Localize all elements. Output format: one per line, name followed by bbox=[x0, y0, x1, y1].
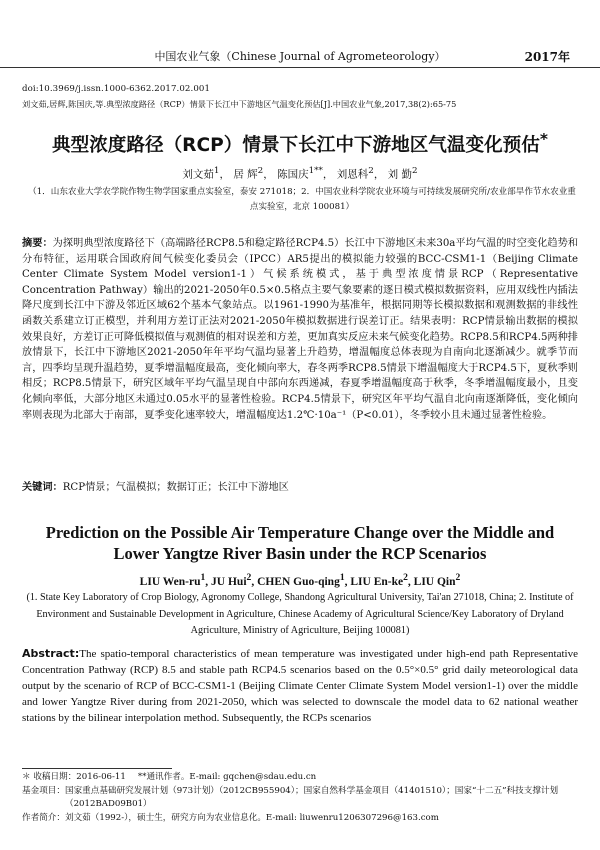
fund-text: 国家重点基础研究发展计划（973计划）（2012CB955904）；国家自然科学基金项目（41401510）；国家“十二五”科技支撑计划（2012BAD09B01） bbox=[64, 785, 559, 810]
author-sup: 2 bbox=[257, 166, 264, 176]
chinese-title-text: 典型浓度路径（RCP）情景下长江中下游地区气温变化预估 bbox=[52, 135, 540, 157]
author: 刘文茹 bbox=[182, 168, 214, 181]
abstract-label: 摘要： bbox=[22, 238, 53, 249]
bio-row bbox=[22, 812, 582, 826]
author: 刘恩科 bbox=[336, 168, 369, 181]
chinese-title bbox=[20, 130, 580, 157]
footnotes bbox=[22, 771, 582, 825]
author: LIU Wen-ru bbox=[139, 575, 201, 588]
journal-year: 2017年 bbox=[524, 50, 570, 64]
author: LIU En-ke bbox=[350, 575, 404, 588]
bio-label: 作者简介： bbox=[22, 812, 65, 823]
chinese-affiliation: （1．山东农业大学农学院作物生物学国家重点实验室，泰安 271018；2．中国农业科学院农业环境与可持续发展研究所/农业部旱作节水农业重点实验室，北京 100081） bbox=[28, 187, 576, 212]
fund-label: 基金项目： bbox=[22, 785, 65, 796]
keywords-label: 关键词： bbox=[22, 482, 63, 493]
fund-row bbox=[22, 785, 582, 812]
title-footnote-mark: * bbox=[539, 130, 548, 148]
abstract-text: The spatio-temporal characteristics of mean temperature was investigated under high-end path Representative Concentration Pathway (RCP) 8.5 and stable path RCP4.5 scenarios based on the 0.5°×0.5° grid daily meteorological data output by the scenario of RCP of BCC-CSM1-1 (Beijing Climate Center Climate System Model version1-1) over the middle and lower Yangtze River during from 2021-2050, which was selected to downscale the model data to 62 national weather stations by the bilinear interpolation method. Subsequently, the RCPs scenarios bbox=[22, 648, 578, 725]
keywords-text: RCP情景；气温模拟；数据订正；长江中下游地区 bbox=[62, 482, 289, 493]
author: 陈国庆 bbox=[277, 168, 309, 181]
running-header bbox=[0, 47, 600, 68]
chinese-authors: 刘文茹$^1$， 居 辉$^2$， 陈国庆$^{1**}$， 刘恩科$^2$， 刘 勤$^2$ bbox=[182, 166, 418, 181]
author: JU Hui bbox=[211, 575, 247, 588]
english-affiliation: (1. State Key Laboratory of Crop Biology, Agronomy College, Shandong Agricultural University, Tai'an 271018, China; 2. Institute of Environment and Sustainable Development in Agriculture, Chinese Academy of Agricultural Science/Key Laboratory of Dryland Agriculture, Ministry of Agriculture, Beijing 100081) bbox=[26, 592, 574, 636]
abstract-text: 为探明典型浓度路径下（高端路径RCP8.5和稳定路径RCP4.5）长江中下游地区未来30a平均气温的时空变化趋势和分布特征，运用联合国政府间气候变化委员会（IPCC）AR5提出的模拟能力较强的BCC-CSM1-1（Beijing Climate Center Climate System Model version1-1）气候系统模式，基于典型浓度情景RCP（Representative Concentration Pathway）输出的2021-2050年0.5×0.5格点主要气象要素的逐日模式模拟数据资料，应用双线性内插法降尺度到长江中下游及邻近区域62个基本气象站点。以1961-1990为基准年，根据同期等长模拟数据和观测数据的非线性函数关系建立订正模型，并利用方差订正法对2021-2050年模拟数据进行误差订正。结果表明：RCP情景输出数据的模拟效果良好，方差订正可降低模拟值与观测值的相对误差和方差，更加真实反应未来气候变化趋势。RCP8.5和RCP4.5两种排放情景下，长江中下游地区2021-2050年年平均气温均显著上升趋势，增温幅度总体表现为自南向北逐渐减少。就季节而言，四季均呈现升温趋势，夏季增温幅度最高，变化倾向率大，春冬两季RCP8.5情景下增温幅度大于RCP4.5下，夏秋季则相反；RCP8.5情景下，研究区域年平均气温呈现自中部向东西递减，春夏季增温幅度高于秋季，冬季增温幅度最小，且变化倾向率低，大部分地区未通过0.05水平的显著性检验。RCP4.5情景下，研究区年平均气温自北向南逐渐降低，变化倾向率则表现为北部大于南部，夏季变化速率较大，增温幅度达1.2℃·10a⁻¹（P<0.01），冬季较小且未通过显著性检验。 bbox=[22, 238, 579, 421]
chinese-keywords bbox=[22, 478, 578, 493]
received-row bbox=[22, 771, 582, 785]
author-sup: 1** bbox=[308, 166, 323, 176]
received-label: ＊ 收稿日期： bbox=[22, 772, 77, 782]
author-sup: 2 bbox=[455, 572, 461, 583]
abstract-label: Abstract: bbox=[22, 647, 80, 660]
author-sup: 2 bbox=[412, 166, 418, 176]
author: CHEN Guo-qing bbox=[257, 575, 340, 588]
english-authors: LIU Wen-$ru^1$, JU Hui$^2$, CHEN Guo-qing$^1$, LIU $En-ke^2$, LIU Qin$^2$ bbox=[139, 572, 461, 588]
received-date: 2016-06-11 bbox=[76, 772, 126, 782]
author-sup: 1 bbox=[339, 572, 345, 583]
citation-line: 刘文茹,居辉,陈国庆,等.典型浓度路径（RCP）情景下长江中下游地区气温变化预估[J].中国农业气象,2017,38(2):65-75 bbox=[22, 99, 457, 109]
author: 居 辉 bbox=[233, 168, 258, 181]
author-sup: 1 bbox=[200, 572, 206, 583]
author-sup: 2 bbox=[403, 572, 408, 583]
doi-line[interactable]: doi:10.3969/j.issn.1000-6362.2017.02.001 bbox=[22, 84, 211, 94]
author-sup: 2 bbox=[246, 572, 252, 583]
english-abstract bbox=[22, 646, 578, 726]
journal-name: 中国农业气象（Chinese Journal of Agrometeorology） bbox=[154, 50, 446, 63]
author-sup: 2 bbox=[368, 166, 374, 176]
footnote-divider bbox=[22, 768, 172, 769]
author-sup: 1 bbox=[213, 166, 220, 176]
chinese-abstract bbox=[22, 236, 578, 423]
english-title: Prediction on the Possible Air Temperature Change over the Middle and Lower Yangtze River Basin under the RCP Scenarios bbox=[45, 523, 555, 563]
author: LIU Qin bbox=[413, 575, 456, 588]
bio-text[interactable]: 刘文茹（1992-），硕士生，研究方向为农业信息化。E-mail: liuwenru1206307296@163.com bbox=[64, 812, 439, 823]
author: 刘 勤 bbox=[387, 168, 413, 181]
corresponding-author[interactable]: **通讯作者。E-mail: gqchen@sdau.edu.cn bbox=[137, 772, 317, 782]
